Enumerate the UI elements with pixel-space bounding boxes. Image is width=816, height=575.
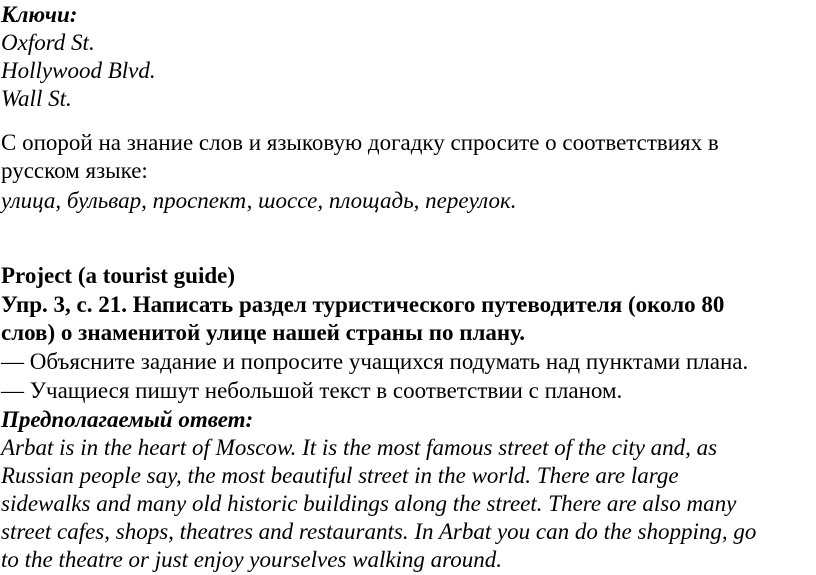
key-item: Oxford St. bbox=[1, 30, 95, 55]
answer-text-line: Arbat is in the heart of Moscow. It is the most famous street of the city and, as bbox=[1, 435, 718, 460]
task-text-line: Упр. 3, с. 21. Написать раздел туристического путеводителя (около 80 bbox=[1, 292, 725, 317]
project-title: Project (a tourist guide) bbox=[1, 263, 235, 288]
russian-words-list: улица, бульвар, проспект, шоссе, площадь, переулок. bbox=[1, 188, 517, 213]
instruction-step: — Учащиеся пишут небольшой текст в соответствии с планом. bbox=[1, 378, 623, 403]
answer-text-line: street cafes, shops, theatres and restaurants. In Arbat you can do the shopping, go bbox=[1, 519, 757, 544]
answer-text-line: to the theatre or just enjoy yourselves walking around. bbox=[1, 547, 503, 572]
key-item: Wall St. bbox=[1, 86, 72, 111]
task-text-line: слов) о знаменитой улице нашей страны по плану. bbox=[1, 320, 526, 345]
answer-heading: Предполагаемый ответ: bbox=[1, 407, 254, 432]
intro-text-line: С опорой на знание слов и языковую догадку спросите о соответствиях в bbox=[1, 130, 719, 155]
answer-text-line: sidewalks and many old historic buildings along the street. There are also many bbox=[1, 491, 737, 516]
intro-text-line: русском языке: bbox=[1, 158, 148, 183]
instruction-step: — Объясните задание и попросите учащихся подумать над пунктами плана. bbox=[1, 349, 749, 374]
key-item: Hollywood Blvd. bbox=[1, 58, 156, 83]
keys-heading: Ключи: bbox=[1, 2, 78, 27]
answer-text-line: Russian people say, the most beautiful street in the world. There are large bbox=[1, 463, 679, 488]
